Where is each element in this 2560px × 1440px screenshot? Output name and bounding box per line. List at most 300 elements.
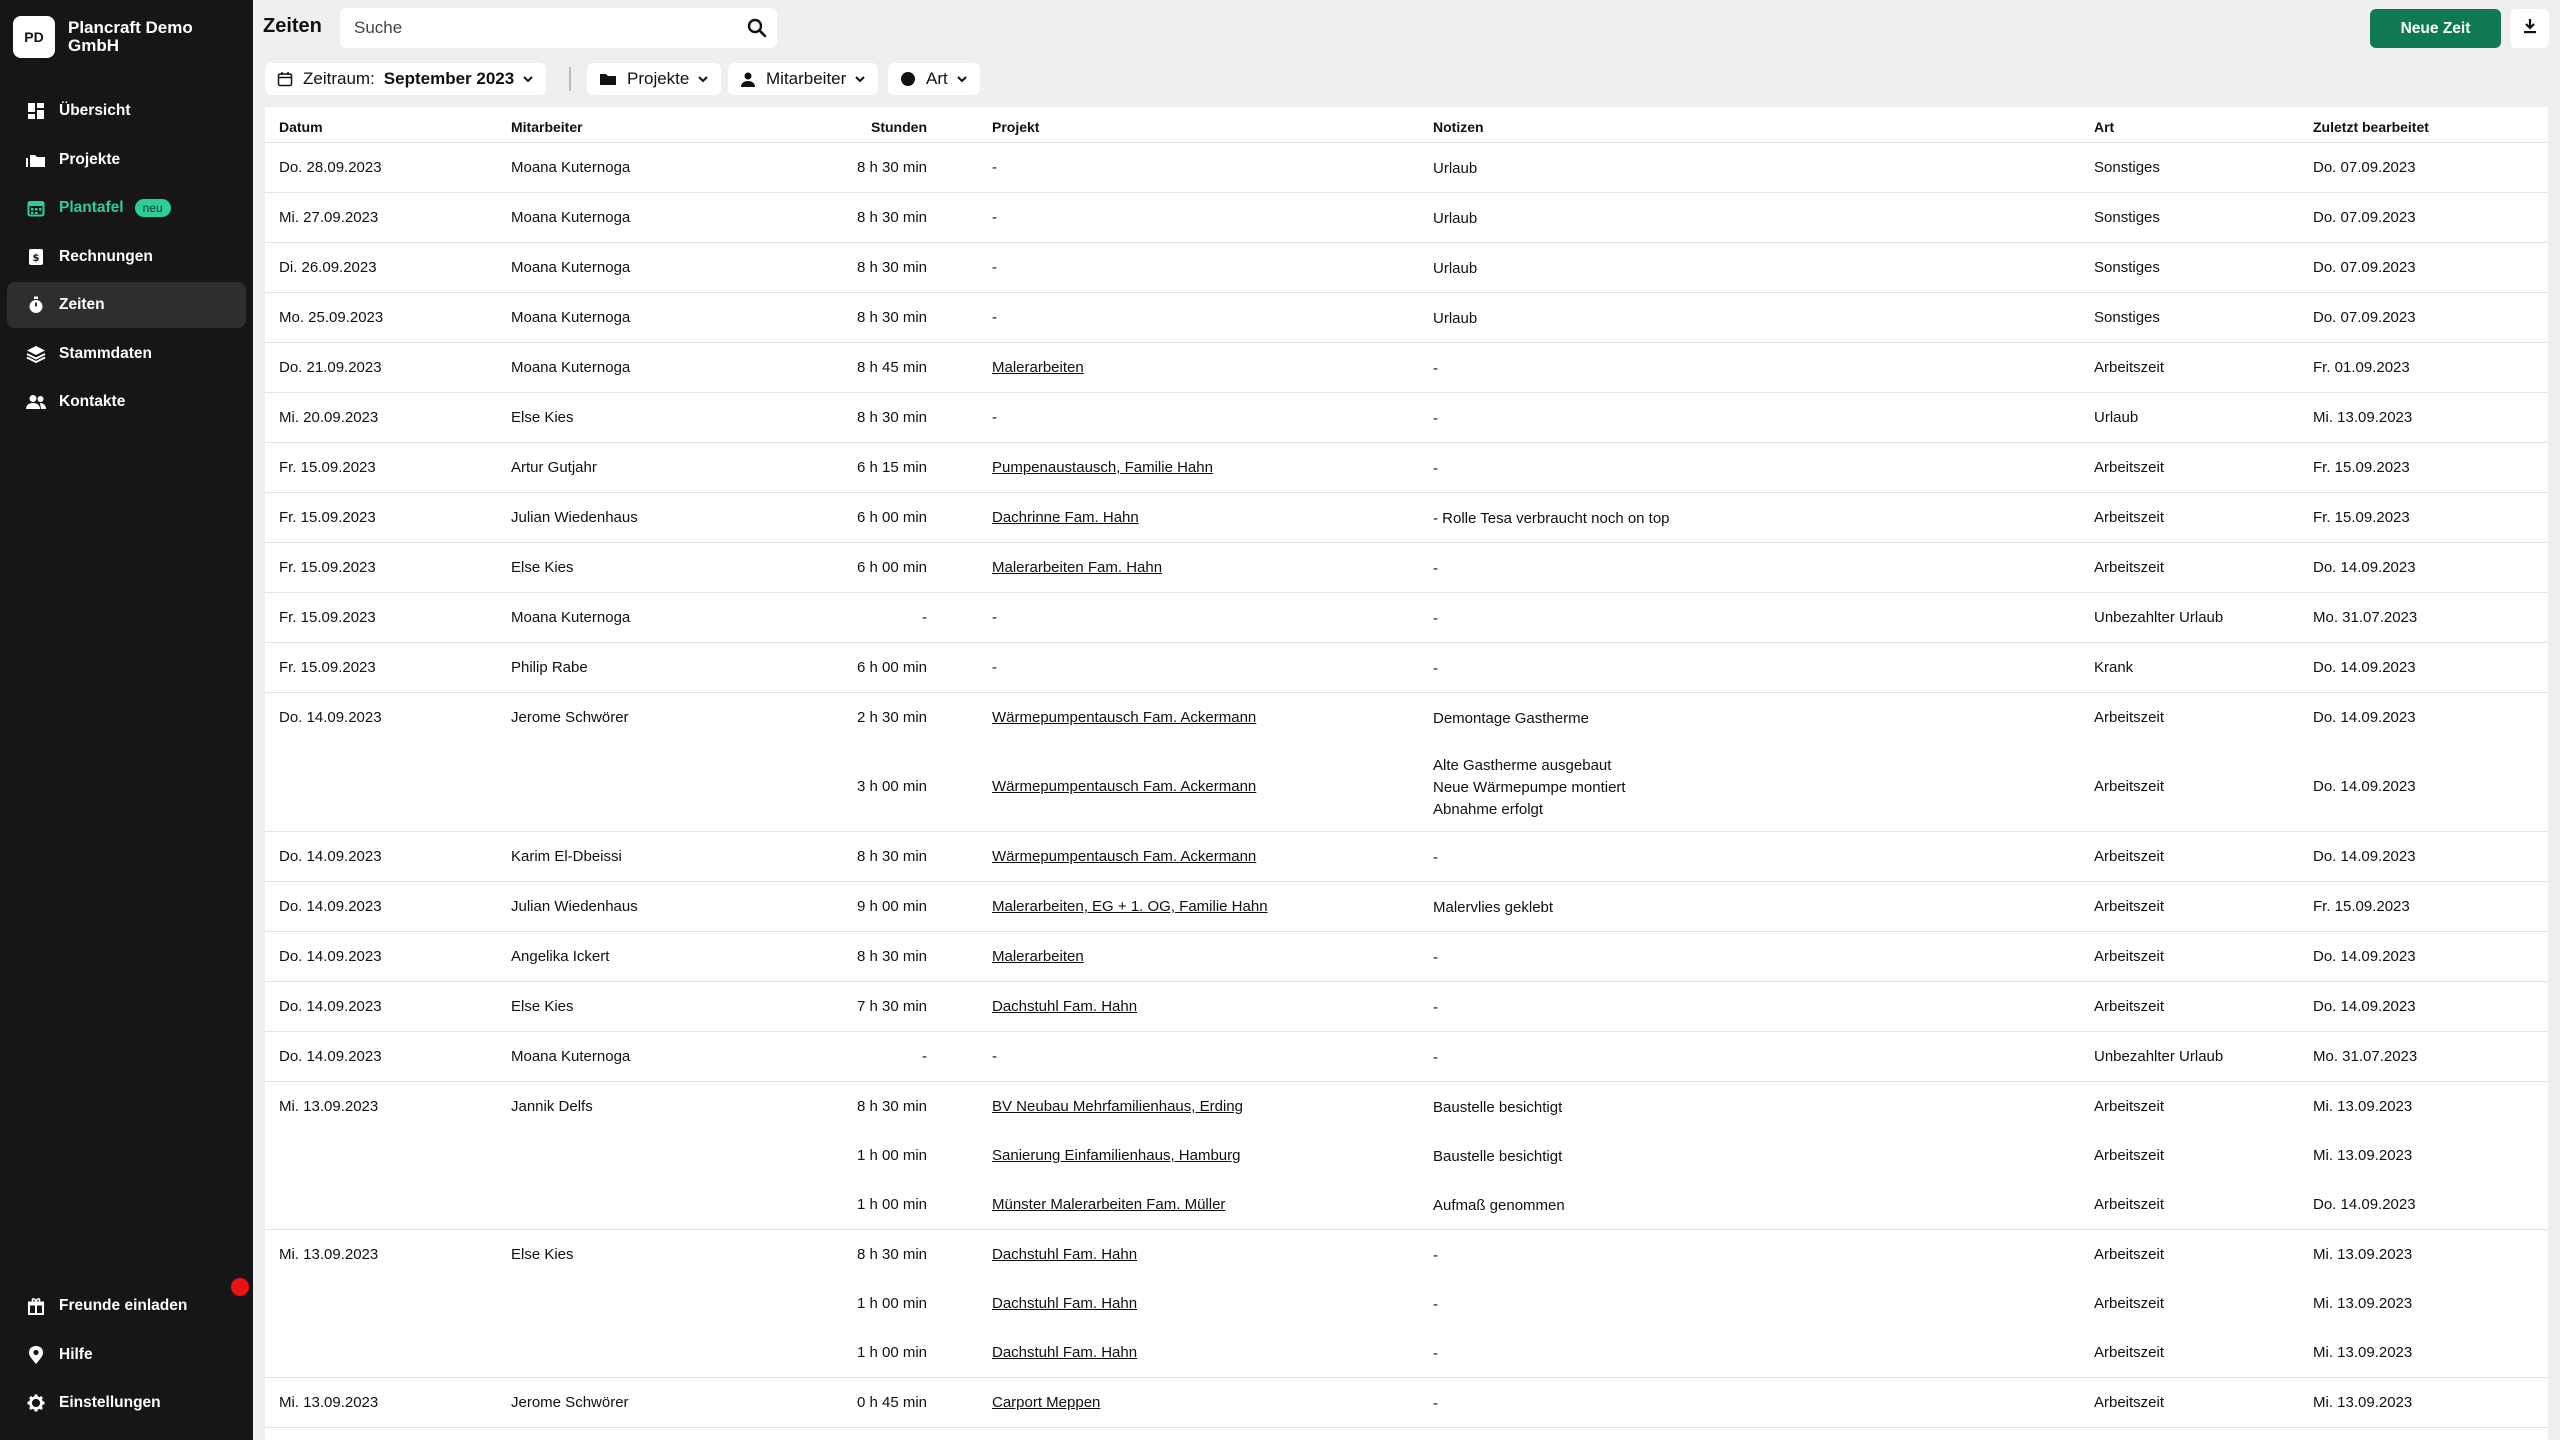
projects-filter[interactable] (587, 63, 721, 95)
table-row[interactable] (265, 643, 2548, 693)
sidebar-item-zeiten[interactable] (7, 282, 246, 328)
type-cell: Arbeitszeit (2094, 1394, 2165, 1411)
note-line: Urlaub (1433, 309, 1478, 327)
note-line: - (1433, 1295, 1438, 1313)
last-edited-cell: Mi. 13.09.2023 (2313, 1246, 2413, 1263)
type-cell: Arbeitszeit (2094, 1196, 2165, 1213)
last-edited-cell: Fr. 15.09.2023 (2313, 459, 2410, 476)
date-cell: Do. 28.09.2023 (279, 159, 382, 176)
note-line: - (1433, 948, 1438, 966)
folder-icon (599, 71, 617, 87)
project-link[interactable]: Dachrinne Fam. Hahn (992, 509, 1139, 526)
org-logo: PD (13, 16, 55, 58)
employee-cell: Else Kies (511, 998, 574, 1015)
organization-switcher[interactable] (13, 16, 238, 58)
sidebar-item-label: Einstellungen (59, 1394, 161, 1411)
type-cell: Arbeitszeit (2094, 778, 2165, 795)
chevron-down-icon (956, 73, 968, 85)
project-cell: - (992, 1048, 997, 1065)
hours-cell: 8 h 30 min (856, 1098, 927, 1115)
last-edited-cell: Mo. 31.07.2023 (2313, 1048, 2418, 1065)
note-line: - Rolle Tesa verbraucht noch on top (1433, 509, 1670, 527)
date-cell: Mo. 25.09.2023 (279, 309, 384, 326)
time-entry[interactable] (265, 293, 2548, 342)
employee-filter[interactable] (728, 63, 878, 95)
hours-cell: 0 h 45 min (856, 1394, 927, 1411)
time-entry[interactable] (265, 1230, 2548, 1279)
table-body (265, 143, 2548, 1428)
table-row[interactable] (265, 882, 2548, 932)
project-link[interactable]: Dachstuhl Fam. Hahn (992, 1246, 1138, 1263)
hours-cell: 8 h 30 min (856, 259, 927, 276)
hours-cell: 8 h 30 min (856, 1246, 927, 1263)
sidebar-item-projekte[interactable] (7, 137, 246, 183)
employee-cell: Julian Wiedenhaus (511, 898, 638, 915)
notes-cell (1433, 208, 1477, 230)
notes-cell (1433, 947, 1438, 969)
time-entry[interactable] (265, 443, 2548, 492)
time-entry[interactable] (265, 1032, 2548, 1081)
note-line: - (1433, 998, 1438, 1016)
project-cell: - (992, 209, 997, 226)
time-entry[interactable] (265, 143, 2548, 192)
type-cell: Krank (2094, 659, 2134, 676)
table-row[interactable] (265, 832, 2548, 882)
last-edited-cell: Mo. 31.07.2023 (2313, 609, 2418, 626)
time-entry[interactable] (265, 932, 2548, 981)
date-cell: Mi. 13.09.2023 (279, 1246, 379, 1263)
org-name: Plancraft Demo GmbH (68, 18, 193, 55)
bottom-nav (7, 1283, 246, 1429)
notes-cell (1433, 358, 1438, 380)
type-cell: Sonstiges (2094, 309, 2160, 326)
employee-cell: Else Kies (511, 1246, 574, 1263)
note-line: - (1433, 459, 1438, 477)
notes-cell (1433, 847, 1438, 869)
type-cell: Arbeitszeit (2094, 1246, 2165, 1263)
type-cell: Unbezahlter Urlaub (2094, 609, 2224, 626)
time-entry[interactable] (265, 193, 2548, 242)
last-edited-cell: Mi. 13.09.2023 (2313, 1098, 2413, 1115)
notes-cell (1433, 1294, 1438, 1316)
notes-cell (1433, 1097, 1562, 1119)
date-cell: Do. 14.09.2023 (279, 848, 382, 865)
last-edited-cell: Do. 07.09.2023 (2313, 159, 2416, 176)
notes-cell (1433, 1393, 1438, 1415)
employee-cell: Julian Wiedenhaus (511, 509, 638, 526)
project-link[interactable]: Malerarbeiten (992, 359, 1084, 376)
last-edited-cell: Do. 14.09.2023 (2313, 778, 2416, 795)
download-button[interactable] (2510, 9, 2549, 48)
hours-cell: 1 h 00 min (856, 1295, 927, 1312)
note-line: - (1433, 609, 1438, 627)
note-line: - (1433, 1048, 1438, 1066)
employee-cell: Philip Rabe (511, 659, 588, 676)
time-entry[interactable] (265, 1279, 2548, 1328)
notes-cell (1433, 258, 1477, 280)
date-cell: Do. 14.09.2023 (279, 998, 382, 1015)
employee-cell: Moana Kuternoga (511, 159, 631, 176)
project-link[interactable]: Pumpenaustausch, Familie Hahn (992, 459, 1213, 476)
table-row[interactable] (265, 1032, 2548, 1082)
note-line: - (1433, 559, 1438, 577)
notes-cell (1433, 897, 1553, 919)
last-edited-cell: Do. 14.09.2023 (2313, 559, 2416, 576)
note-line: Aufmaß genommen (1433, 1196, 1565, 1214)
last-edited-cell: Do. 14.09.2023 (2313, 948, 2416, 965)
type-cell: Urlaub (2094, 409, 2139, 426)
note-line: Malervlies geklebt (1433, 898, 1554, 916)
employee-cell: Else Kies (511, 559, 574, 576)
time-entry[interactable] (265, 1328, 2548, 1377)
project-cell: - (992, 609, 997, 626)
sidebar-item-freunde-einladen[interactable] (7, 1283, 246, 1329)
type-cell: Unbezahlter Urlaub (2094, 1048, 2224, 1065)
project-cell: - (992, 159, 997, 176)
date-cell: Fr. 15.09.2023 (279, 459, 376, 476)
hours-cell: 8 h 30 min (856, 948, 927, 965)
type-cell: Sonstiges (2094, 209, 2160, 226)
type-cell: Sonstiges (2094, 159, 2160, 176)
note-line: Abnahme erfolgt (1433, 800, 1544, 818)
note-line: - (1433, 409, 1438, 427)
table-row[interactable] (265, 543, 2548, 593)
project-link[interactable]: Dachstuhl Fam. Hahn (992, 998, 1138, 1015)
notes-cell (1433, 1245, 1438, 1267)
last-edited-cell: Mi. 13.09.2023 (2313, 409, 2413, 426)
hours-cell: 6 h 15 min (856, 459, 927, 476)
type-cell: Arbeitszeit (2094, 1295, 2165, 1312)
circle-icon (900, 71, 916, 87)
time-entry[interactable] (265, 1131, 2548, 1180)
time-entry[interactable] (265, 393, 2548, 442)
project-link[interactable]: Wärmepumpentausch Fam. Ackermann (992, 709, 1257, 726)
hours-cell: 8 h 45 min (856, 359, 927, 376)
table-row[interactable] (265, 1230, 2548, 1378)
help-pin-icon (26, 1345, 46, 1365)
folders-icon (26, 150, 46, 170)
notes-cell (1433, 708, 1589, 730)
type-cell: Arbeitszeit (2094, 509, 2165, 526)
sidebar-item-label: Freunde einladen (59, 1297, 188, 1314)
column-header-type[interactable]: Art (2094, 119, 2115, 135)
last-edited-cell: Do. 14.09.2023 (2313, 848, 2416, 865)
last-edited-cell: Fr. 15.09.2023 (2313, 509, 2410, 526)
calendar-icon (26, 198, 46, 218)
table-row[interactable] (265, 343, 2548, 393)
period-filter[interactable] (265, 63, 546, 95)
note-line: - (1433, 659, 1438, 677)
hours-cell: 1 h 00 min (856, 1344, 927, 1361)
notes-cell (1433, 1047, 1438, 1069)
period-value: September 2023 (383, 69, 515, 88)
date-cell: Do. 14.09.2023 (279, 709, 382, 726)
note-line: Demontage Gastherme (1433, 709, 1589, 727)
project-link[interactable]: Sanierung Einfamilienhaus, Hamburg (992, 1147, 1241, 1164)
note-line: Baustelle besichtigt (1433, 1147, 1563, 1165)
date-cell: Do. 14.09.2023 (279, 1048, 382, 1065)
notes-cell (1433, 408, 1438, 430)
page-title: Zeiten (263, 15, 322, 37)
date-cell: Fr. 15.09.2023 (279, 609, 376, 626)
last-edited-cell: Do. 14.09.2023 (2313, 1196, 2416, 1213)
last-edited-cell: Do. 07.09.2023 (2313, 309, 2416, 326)
time-entry[interactable] (265, 543, 2548, 592)
table-row[interactable] (265, 193, 2548, 243)
filter-divider (569, 67, 571, 91)
person-icon (740, 71, 756, 87)
hours-cell: 7 h 30 min (856, 998, 927, 1015)
type-cell: Arbeitszeit (2094, 1098, 2165, 1115)
sidebar-item-label: Plantafel (59, 199, 124, 216)
table-row[interactable] (265, 393, 2548, 443)
employee-filter-label: Mitarbeiter (766, 69, 847, 88)
notes-cell (1433, 997, 1438, 1019)
project-link[interactable]: Dachstuhl Fam. Hahn (992, 1344, 1138, 1361)
table-header (265, 107, 2548, 143)
employee-cell: Angelika Ickert (511, 948, 610, 965)
last-edited-cell: Mi. 13.09.2023 (2313, 1344, 2413, 1361)
time-entry[interactable] (265, 1180, 2548, 1229)
hours-cell: 1 h 00 min (856, 1147, 927, 1164)
employee-cell: Jerome Schwörer (511, 1394, 629, 1411)
employee-cell: Jannik Delfs (511, 1098, 593, 1115)
employee-cell: Moana Kuternoga (511, 1048, 631, 1065)
project-link[interactable]: Wärmepumpentausch Fam. Ackermann (992, 778, 1257, 795)
date-cell: Do. 14.09.2023 (279, 948, 382, 965)
table-row[interactable] (265, 493, 2548, 543)
table-row[interactable] (265, 982, 2548, 1032)
date-cell: Mi. 27.09.2023 (279, 209, 379, 226)
notes-cell (1433, 658, 1438, 680)
type-cell: Sonstiges (2094, 259, 2160, 276)
hours-cell: 8 h 30 min (856, 159, 927, 176)
hours-cell: 9 h 00 min (856, 898, 927, 915)
hours-cell: 6 h 00 min (856, 509, 927, 526)
employee-cell: Jerome Schwörer (511, 709, 629, 726)
period-label: Zeitraum: (303, 69, 375, 88)
notes-cell (1433, 608, 1438, 630)
table-row[interactable] (265, 143, 2548, 193)
last-edited-cell: Do. 07.09.2023 (2313, 209, 2416, 226)
last-edited-cell: Mi. 13.09.2023 (2313, 1295, 2413, 1312)
chevron-down-icon (697, 73, 709, 85)
note-line: - (1433, 1344, 1438, 1362)
new-badge: neu (135, 199, 171, 217)
hours-cell: 8 h 30 min (856, 309, 927, 326)
notes-cell (1433, 308, 1477, 330)
project-link[interactable]: Malerarbeiten, EG + 1. OG, Familie Hahn (992, 898, 1268, 915)
note-line: Baustelle besichtigt (1433, 1098, 1563, 1116)
table-row[interactable] (265, 293, 2548, 343)
type-cell: Arbeitszeit (2094, 559, 2165, 576)
table-row[interactable] (265, 243, 2548, 293)
note-line: - (1433, 1246, 1438, 1264)
time-entry[interactable] (265, 1082, 2548, 1131)
column-header-project[interactable]: Projekt (992, 119, 1040, 135)
table-row[interactable] (265, 1378, 2548, 1428)
time-entry[interactable] (265, 1378, 2548, 1427)
column-header-employee[interactable]: Mitarbeiter (511, 119, 583, 135)
type-cell: Arbeitszeit (2094, 359, 2165, 376)
search-box (340, 8, 777, 48)
gear-icon (26, 1393, 46, 1413)
hours-cell: 6 h 00 min (856, 659, 927, 676)
chevron-down-icon (854, 73, 866, 85)
project-link[interactable]: Wärmepumpentausch Fam. Ackermann (992, 848, 1257, 865)
sidebar-item-label: Zeiten (59, 296, 105, 313)
employee-cell: Moana Kuternoga (511, 209, 631, 226)
type-cell: Arbeitszeit (2094, 948, 2165, 965)
note-line: Alte Gastherme ausgebaut (1433, 756, 1612, 774)
employee-cell: Moana Kuternoga (511, 359, 631, 376)
sidebar-item-einstellungen[interactable] (7, 1380, 246, 1426)
invoice-icon (26, 247, 46, 267)
date-cell: Di. 26.09.2023 (279, 259, 377, 276)
time-entry[interactable] (265, 832, 2548, 881)
sidebar-item-kontakte[interactable] (7, 379, 246, 425)
employee-cell: Karim El-Dbeissi (511, 848, 622, 865)
note-line: Neue Wärmepumpe montiert (1433, 778, 1626, 796)
date-cell: Do. 14.09.2023 (279, 898, 382, 915)
note-line: Urlaub (1433, 159, 1478, 177)
type-cell: Arbeitszeit (2094, 709, 2165, 726)
time-entry[interactable] (265, 693, 2548, 742)
project-cell: - (992, 659, 997, 676)
table-row[interactable] (265, 1082, 2548, 1230)
column-header-last-edited[interactable]: Zuletzt bearbeitet (2313, 119, 2429, 135)
layers-icon (26, 344, 46, 364)
sidebar-item-label: Hilfe (59, 1345, 93, 1363)
last-edited-cell: Mi. 13.09.2023 (2313, 1394, 2413, 1411)
last-edited-cell: Do. 07.09.2023 (2313, 259, 2416, 276)
sidebar-item-label: Rechnungen (59, 247, 153, 265)
sidebar-item-label: Stammdaten (59, 344, 153, 362)
sidebar-item-plantafel[interactable] (7, 185, 246, 231)
project-link[interactable]: Carport Meppen (992, 1394, 1101, 1411)
table-row[interactable] (265, 443, 2548, 493)
project-cell: - (992, 409, 997, 426)
projects-filter-label: Projekte (627, 69, 690, 88)
type-cell: Arbeitszeit (2094, 1344, 2165, 1361)
date-cell: Fr. 15.09.2023 (279, 509, 376, 526)
time-entry[interactable] (265, 493, 2548, 542)
last-edited-cell: Fr. 15.09.2023 (2313, 898, 2410, 915)
hours-cell: 8 h 30 min (856, 209, 927, 226)
notes-cell (1433, 508, 1670, 530)
last-edited-cell: Do. 14.09.2023 (2313, 659, 2416, 676)
time-entry[interactable] (265, 593, 2548, 642)
project-cell: - (992, 259, 997, 276)
sidebar-item-uebersicht[interactable] (7, 88, 246, 134)
employee-cell: Moana Kuternoga (511, 609, 631, 626)
note-line: - (1433, 359, 1438, 377)
table-row[interactable] (265, 593, 2548, 643)
project-link[interactable]: Malerarbeiten (992, 948, 1084, 965)
time-entry[interactable] (265, 982, 2548, 1031)
download-icon (2521, 17, 2539, 40)
hours-cell: 1 h 00 min (856, 1196, 927, 1213)
people-icon (26, 392, 46, 412)
time-entry[interactable] (265, 643, 2548, 692)
dashboard-icon (26, 101, 46, 121)
new-time-button[interactable]: Neue Zeit (2370, 9, 2501, 48)
time-entry[interactable] (265, 243, 2548, 292)
note-line: Urlaub (1433, 209, 1478, 227)
note-line: - (1433, 848, 1438, 866)
search-icon[interactable] (747, 18, 767, 43)
time-entry[interactable] (265, 882, 2548, 931)
hours-cell: 3 h 00 min (856, 778, 927, 795)
time-entries-table (265, 107, 2548, 1440)
notes-cell (1433, 558, 1438, 580)
last-edited-cell: Do. 14.09.2023 (2313, 998, 2416, 1015)
type-cell: Arbeitszeit (2094, 459, 2165, 476)
type-filter-label: Art (926, 69, 948, 88)
date-cell: Fr. 15.09.2023 (279, 559, 376, 576)
date-cell: Mi. 13.09.2023 (279, 1394, 379, 1411)
notes-cell (1433, 1195, 1565, 1217)
notes-cell (1433, 458, 1438, 480)
project-cell: - (992, 309, 997, 326)
hours-cell: - (922, 1048, 927, 1065)
calendar-icon (277, 71, 293, 87)
notes-cell (1433, 1146, 1562, 1168)
search-input[interactable] (354, 18, 734, 38)
last-edited-cell: Do. 14.09.2023 (2313, 709, 2416, 726)
hours-cell: 8 h 30 min (856, 409, 927, 426)
project-link[interactable]: Malerarbeiten Fam. Hahn (992, 559, 1163, 576)
type-filter[interactable] (888, 63, 980, 95)
type-cell: Arbeitszeit (2094, 1147, 2165, 1164)
sidebar-item-label: Kontakte (59, 393, 126, 410)
date-cell: Mi. 13.09.2023 (279, 1098, 379, 1115)
employee-cell: Moana Kuternoga (511, 309, 631, 326)
notes-cell (1433, 755, 1626, 821)
last-edited-cell: Fr. 01.09.2023 (2313, 359, 2410, 376)
type-cell: Arbeitszeit (2094, 998, 2165, 1015)
stopwatch-icon (26, 295, 46, 315)
table-row[interactable] (265, 932, 2548, 982)
hours-cell: - (922, 609, 927, 626)
date-cell: Do. 21.09.2023 (279, 359, 382, 376)
note-line: - (1433, 1394, 1438, 1412)
project-link[interactable]: BV Neubau Mehrfamilienhaus, Erding (992, 1098, 1243, 1115)
hours-cell: 2 h 30 min (856, 709, 927, 726)
time-entry[interactable] (265, 742, 2548, 831)
date-cell: Fr. 15.09.2023 (279, 659, 376, 676)
employee-cell: Moana Kuternoga (511, 259, 631, 276)
column-header-hours[interactable]: Stunden (871, 119, 927, 135)
sidebar-item-rechnungen[interactable] (7, 234, 246, 280)
time-entry[interactable] (265, 343, 2548, 392)
note-line: Urlaub (1433, 259, 1478, 277)
column-header-date[interactable]: Datum (279, 119, 323, 135)
sidebar (0, 0, 253, 1440)
hours-cell: 6 h 00 min (856, 559, 927, 576)
gift-icon (26, 1296, 46, 1316)
employee-cell: Artur Gutjahr (511, 459, 597, 476)
type-cell: Arbeitszeit (2094, 848, 2165, 865)
sidebar-item-hilfe[interactable] (7, 1332, 246, 1378)
last-edited-cell: Mi. 13.09.2023 (2313, 1147, 2413, 1164)
sidebar-item-label: Projekte (59, 150, 121, 168)
table-row[interactable] (265, 693, 2548, 832)
column-header-notes[interactable]: Notizen (1433, 119, 1484, 135)
sidebar-item-stammdaten[interactable] (7, 331, 246, 377)
project-link[interactable]: Dachstuhl Fam. Hahn (992, 1295, 1138, 1312)
project-link[interactable]: Münster Malerarbeiten Fam. Müller (992, 1196, 1226, 1213)
